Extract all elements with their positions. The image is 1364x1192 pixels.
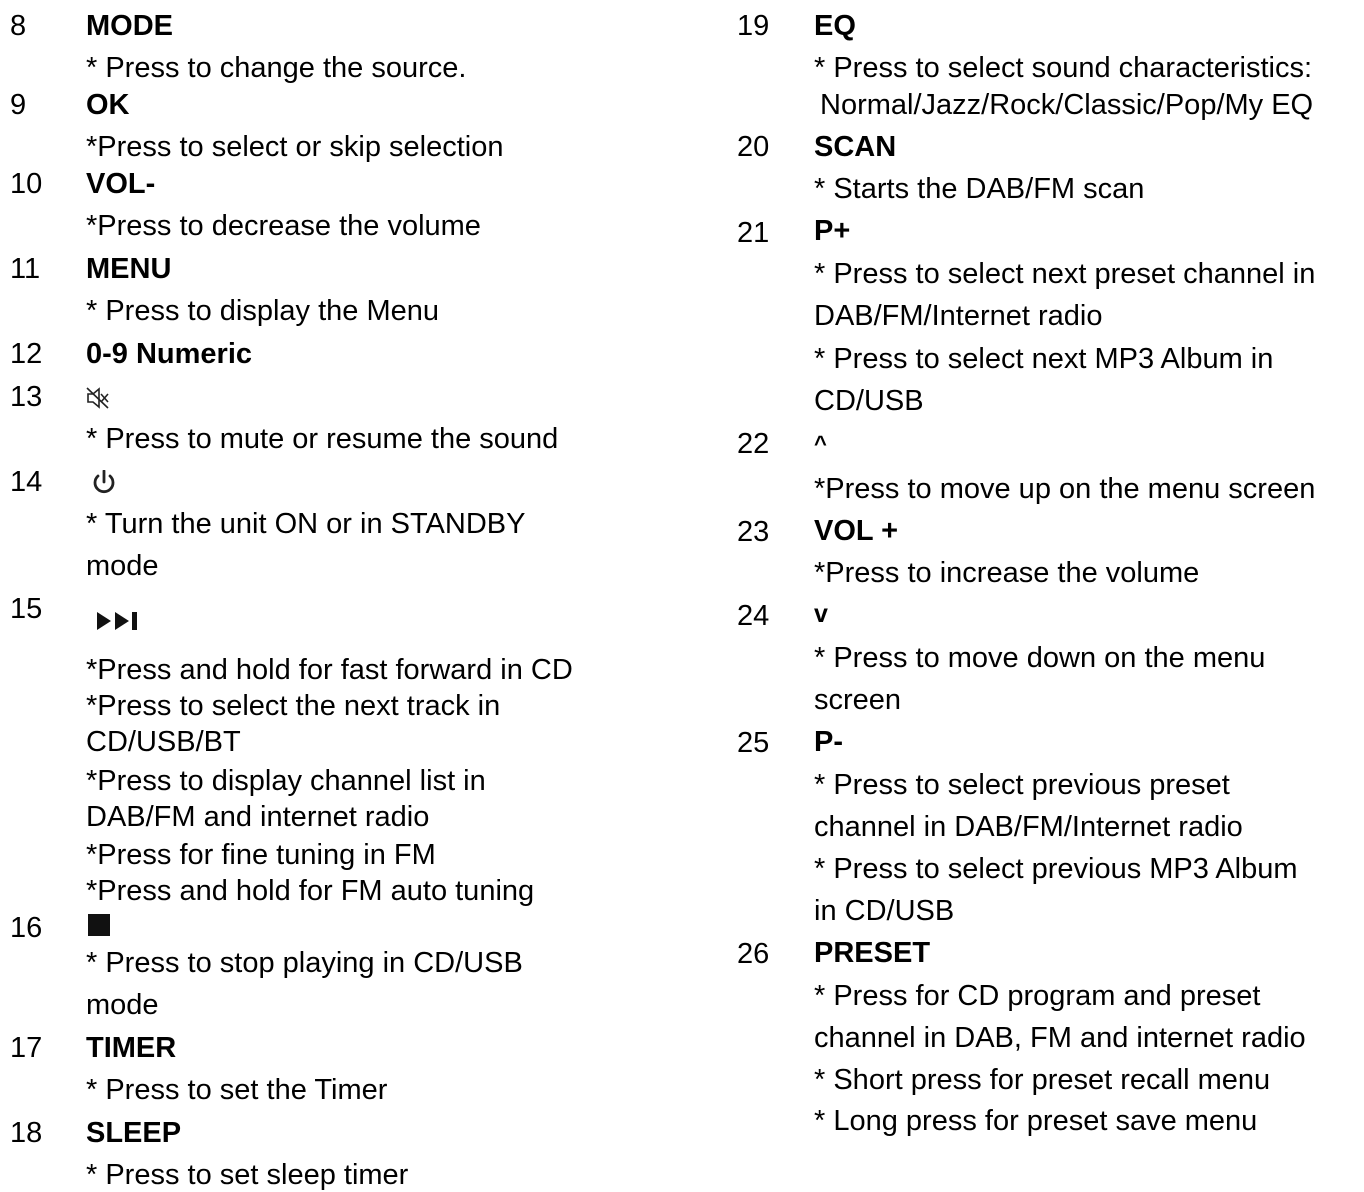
- item-description: *Press for fine tuning in FM: [86, 839, 436, 871]
- item-number: 23: [737, 516, 770, 548]
- item-title: P-: [814, 726, 843, 758]
- item-description: * Press to display the Menu: [86, 295, 440, 327]
- item-title: VOL +: [814, 515, 899, 547]
- item-number: 20: [737, 131, 770, 163]
- item-title: ^: [814, 431, 827, 456]
- item-number: 25: [737, 727, 770, 759]
- item-title: OK: [86, 89, 130, 121]
- item-number: 12: [10, 338, 43, 370]
- item-number: 19: [737, 10, 770, 42]
- item-title: TIMER: [86, 1032, 177, 1064]
- item-number: 17: [10, 1032, 43, 1064]
- item-description: * Press to stop playing in CD/USB: [86, 947, 523, 979]
- item-description: mode: [86, 550, 159, 582]
- item-title: VOL-: [86, 168, 156, 200]
- item-description: screen: [814, 684, 902, 716]
- item-description: * Press to select previous MP3 Album: [814, 853, 1298, 885]
- item-description: * Press to set sleep timer: [86, 1159, 409, 1191]
- item-description: *Press to increase the volume: [814, 557, 1200, 589]
- item-description: * Press to move down on the menu: [814, 642, 1266, 674]
- item-description: in CD/USB: [814, 895, 955, 927]
- item-number: 8: [10, 10, 27, 42]
- item-title: 0-9 Numeric: [86, 338, 253, 370]
- item-title: MODE: [86, 10, 173, 42]
- item-description: * Press to select next preset channel in: [814, 258, 1316, 290]
- item-number: 15: [10, 593, 43, 625]
- item-number: 9: [10, 89, 27, 121]
- item-description: * Long press for preset save menu: [814, 1105, 1258, 1137]
- item-title: PRESET: [814, 937, 931, 969]
- item-number: 10: [10, 168, 43, 200]
- item-number: 21: [737, 217, 770, 249]
- item-description: * Press to set the Timer: [86, 1074, 388, 1106]
- item-description: *Press to select or skip selection: [86, 131, 504, 163]
- item-number: 11: [10, 253, 41, 285]
- item-description: mode: [86, 989, 159, 1021]
- item-description: *Press to display channel list in: [86, 765, 486, 797]
- item-description: *Press to move up on the menu screen: [814, 473, 1316, 505]
- item-description: channel in DAB/FM/Internet radio: [814, 811, 1243, 843]
- item-description: * Starts the DAB/FM scan: [814, 173, 1145, 205]
- item-title: MENU: [86, 253, 172, 285]
- item-number: 24: [737, 600, 770, 632]
- item-description: *Press to select the next track in: [86, 690, 501, 722]
- item-description: * Press to select sound characteristics:: [814, 52, 1313, 84]
- item-number: 16: [10, 912, 43, 944]
- item-description: channel in DAB, FM and internet radio: [814, 1022, 1306, 1054]
- item-description: *Press to decrease the volume: [86, 210, 481, 242]
- item-description: CD/USB: [814, 385, 924, 417]
- item-number: 26: [737, 938, 770, 970]
- item-description: * Press to mute or resume the sound: [86, 423, 559, 455]
- item-description: * Turn the unit ON or in STANDBY: [86, 508, 526, 540]
- play-next-icon: [97, 610, 147, 632]
- mute-icon: [86, 387, 110, 409]
- item-description: * Short press for preset recall menu: [814, 1064, 1271, 1096]
- item-title: EQ: [814, 10, 856, 42]
- item-number: 18: [10, 1117, 43, 1149]
- item-description: CD/USB/BT: [86, 726, 241, 758]
- item-title: P+: [814, 215, 851, 247]
- item-title: v: [814, 600, 828, 628]
- item-description: *Press and hold for FM auto tuning: [86, 875, 535, 907]
- stop-icon: [88, 914, 110, 936]
- item-number: 22: [737, 428, 770, 460]
- item-number: 13: [10, 381, 43, 413]
- item-description: * Press to change the source.: [86, 52, 467, 84]
- item-number: 14: [10, 466, 43, 498]
- item-description: * Press to select previous preset: [814, 769, 1230, 801]
- item-description: * Press for CD program and preset: [814, 980, 1261, 1012]
- item-description: Normal/Jazz/Rock/Classic/Pop/My EQ: [820, 89, 1314, 121]
- item-description: * Press to select next MP3 Album in: [814, 343, 1274, 375]
- power-icon: [90, 470, 118, 496]
- item-description: DAB/FM/Internet radio: [814, 300, 1103, 332]
- item-description: *Press and hold for fast forward in CD: [86, 654, 573, 686]
- item-title: SCAN: [814, 131, 897, 163]
- item-title: SLEEP: [86, 1117, 182, 1149]
- item-description: DAB/FM and internet radio: [86, 801, 430, 833]
